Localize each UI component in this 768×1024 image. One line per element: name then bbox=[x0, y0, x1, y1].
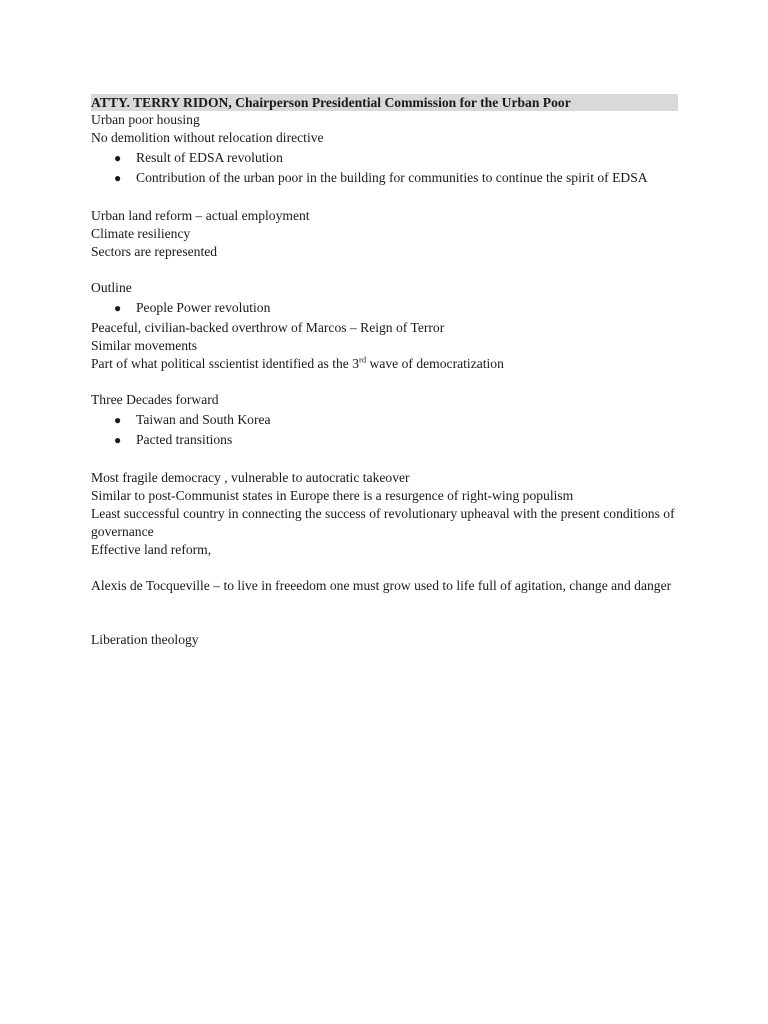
wave-line: Part of what political sscientist identified as the 3rd wave of democratization bbox=[91, 354, 504, 371]
text-line: Liberation theology bbox=[91, 632, 199, 647]
text-line: Urban land reform – actual employment bbox=[91, 208, 310, 223]
bullet-text: People Power revolution bbox=[136, 300, 271, 315]
bullet-icon: ● bbox=[114, 151, 122, 165]
bullet-item bbox=[91, 149, 681, 167]
section-title: Outline bbox=[91, 280, 132, 295]
bullet-text: Taiwan and South Korea bbox=[136, 412, 271, 427]
bullet-icon: ● bbox=[114, 301, 122, 315]
document-page bbox=[91, 94, 681, 649]
bullet-list bbox=[91, 299, 681, 317]
bullet-icon: ● bbox=[114, 433, 122, 447]
bullet-icon: ● bbox=[114, 171, 122, 185]
text-line: Climate resiliency bbox=[91, 226, 191, 241]
text-line: No demolition without relocation directive bbox=[91, 130, 324, 145]
section-title: Three Decades forward bbox=[91, 392, 219, 407]
bullet-text: Contribution of the urban poor in the building for communities to continue the spirit of EDSA bbox=[136, 170, 648, 185]
bullet-item bbox=[91, 299, 681, 317]
bullet-item bbox=[91, 169, 681, 187]
text-line: Least successful country in connecting the success of revolutionary upheaval with the present conditions of governance bbox=[91, 506, 675, 539]
document-heading: ATTY. TERRY RIDON, Chairperson Presidential Commission for the Urban Poor bbox=[91, 94, 678, 111]
bullet-list bbox=[91, 411, 681, 449]
text-line: Effective land reform, bbox=[91, 542, 212, 557]
bullet-item bbox=[91, 411, 681, 429]
text-line: Similar to post-Communist states in Europe there is a resurgence of right-wing populism bbox=[91, 488, 574, 503]
bullet-text: Pacted transitions bbox=[136, 432, 233, 447]
bullet-list bbox=[91, 149, 681, 187]
bullet-icon: ● bbox=[114, 413, 122, 427]
text-line: Peaceful, civilian-backed overthrow of Marcos – Reign of Terror bbox=[91, 320, 445, 335]
bullet-item bbox=[91, 431, 681, 449]
quote-line: Alexis de Tocqueville – to live in freeedom one must grow used to life full of agitation, change and danger bbox=[91, 578, 672, 593]
bullet-text: Result of EDSA revolution bbox=[136, 150, 283, 165]
text-line: Urban poor housing bbox=[91, 112, 200, 127]
text-line: Sectors are represented bbox=[91, 244, 218, 259]
text-line: Similar movements bbox=[91, 338, 198, 353]
text-line: Most fragile democracy , vulnerable to autocratic takeover bbox=[91, 470, 410, 485]
